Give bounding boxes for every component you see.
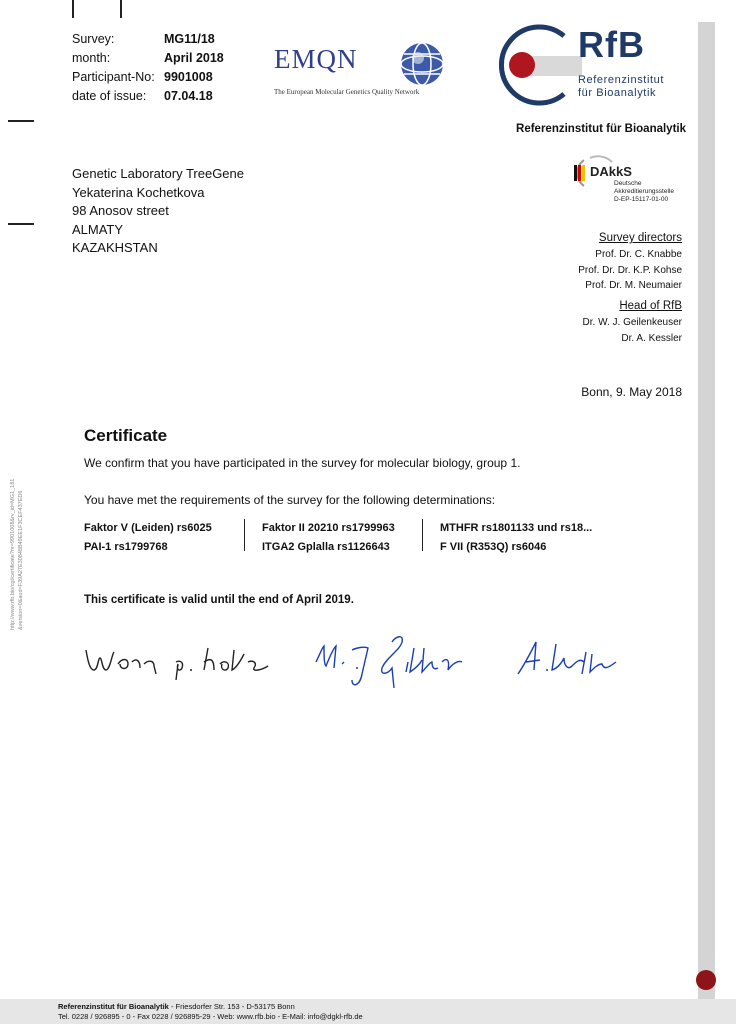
survey-directors-heading: Survey directors: [598, 232, 682, 244]
address-line-2: Yekaterina Kochetkova: [72, 184, 205, 200]
head-name: Dr. A. Kessler: [621, 332, 682, 344]
fold-mark-1: [8, 120, 34, 122]
column-divider-1: [244, 519, 245, 551]
dakks-sub-2: Akkreditierungsstelle: [614, 188, 674, 195]
globe-icon: [398, 40, 446, 88]
footer-name: Referenzinstitut für Bioanalytik: [58, 1002, 169, 1011]
rfb-subtitle-line2: für Bioanalytik: [578, 87, 657, 99]
determinations-column-1: [84, 519, 212, 557]
issue-date: Bonn, 9. May 2018: [581, 385, 682, 399]
rfb-emblem-icon: [482, 22, 582, 108]
emqn-subtitle: The European Molecular Genetics Quality Network: [274, 88, 420, 96]
emqn-wordmark: EMQN: [274, 44, 358, 74]
rfb-wordmark: RfB: [578, 24, 645, 65]
survey-label: Survey:: [72, 32, 115, 46]
certificate-title: Certificate: [84, 426, 168, 445]
verification-url: [10, 460, 44, 630]
red-dot-icon: [696, 970, 716, 990]
rfb-logo: [482, 22, 687, 108]
institute-name: Referenzinstitut für Bioanalytik: [516, 123, 686, 135]
signature-kessler: [512, 634, 622, 684]
participant-value: 9901008: [164, 70, 213, 84]
head-of-rfb: [583, 298, 682, 346]
rfb-subtitle-line1: Referenzinstitut: [578, 74, 665, 86]
signature-geilenkeuser: [312, 628, 492, 698]
determination-item: F VII (R353Q) rs6046: [440, 541, 547, 553]
determination-item: Faktor V (Leiden) rs6025: [84, 522, 212, 534]
right-border-bar: [698, 22, 715, 1024]
column-divider-2: [422, 519, 423, 551]
confirmation-text: We confirm that you have participated in the survey for molecular biology, group 1.: [84, 456, 521, 470]
address-line-5: KAZAKHSTAN: [72, 240, 158, 255]
crop-mark-left-top: [72, 0, 74, 18]
issue-value: 07.04.18: [164, 89, 213, 103]
dakks-wordmark: DAkkS: [590, 164, 632, 179]
month-value: April 2018: [164, 51, 224, 65]
footer: [58, 1002, 363, 1021]
director-name: Prof. Dr. Dr. K.P. Kohse: [578, 264, 682, 276]
dakks-sub-1: Deutsche: [614, 180, 642, 187]
determination-item: ITGA2 Gplalla rs1126643: [262, 541, 390, 553]
requirements-text: You have met the requirements of the survey for the following determinations:: [84, 493, 496, 507]
address-line-4: ALMATY: [72, 221, 124, 237]
determinations-column-3: [440, 519, 592, 557]
director-name: Prof. Dr. M. Neumaier: [585, 280, 682, 291]
determinations-column-2: [262, 519, 395, 557]
verification-url-line-2: &version=0&aud=F39A27E30848B49EE1F3CEF437ED6: [18, 490, 24, 630]
fold-mark-2: [8, 223, 34, 225]
address-line-1: Genetic Laboratory TreeGene: [72, 166, 244, 181]
participant-label: Participant-No:: [72, 70, 155, 84]
survey-directors: [578, 230, 682, 294]
validity-text: This certificate is valid until the end of April 2019.: [84, 594, 354, 606]
head-name: Dr. W. J. Geilenkeuser: [582, 317, 682, 328]
dakks-sub-3: D-EP-15117-01-00: [614, 196, 669, 203]
recipient-address: [72, 165, 244, 258]
determination-item: Faktor II 20210 rs1799963: [262, 522, 395, 534]
dakks-subtitle: [614, 180, 674, 204]
verification-url-line-1: http://www.rfb.bio/cgi/certificate?nr=9901008&rv_id=MG1_181: [10, 478, 16, 630]
dakks-logo: [568, 152, 688, 210]
address-line-3: 98 Anosov street: [72, 203, 169, 218]
survey-meta: [72, 30, 224, 106]
determination-item: MTHFR rs1801133 und rs18...: [440, 522, 593, 534]
head-heading: Head of RfB: [619, 300, 682, 312]
month-label: month:: [72, 51, 111, 65]
director-name: Prof. Dr. C. Knabbe: [595, 249, 682, 260]
survey-value: MG11/18: [164, 32, 215, 46]
emqn-logo: [272, 38, 448, 102]
signature-kohse: [84, 640, 294, 680]
footer-contact: Tel. 0228 / 926895 - 0 - Fax 0228 / 926895-29 - Web: www.rfb.bio - E-Mail: info@dgkl-rfb.de: [58, 1011, 363, 1021]
footer-address: - Friesdorfer Str. 153 - D-53175 Bonn: [168, 1002, 295, 1011]
rfb-subtitle: [578, 74, 664, 100]
issue-label: date of issue:: [72, 89, 147, 103]
determination-item: PAI-1 rs1799768: [84, 541, 168, 553]
crop-mark-right-top: [120, 0, 122, 18]
